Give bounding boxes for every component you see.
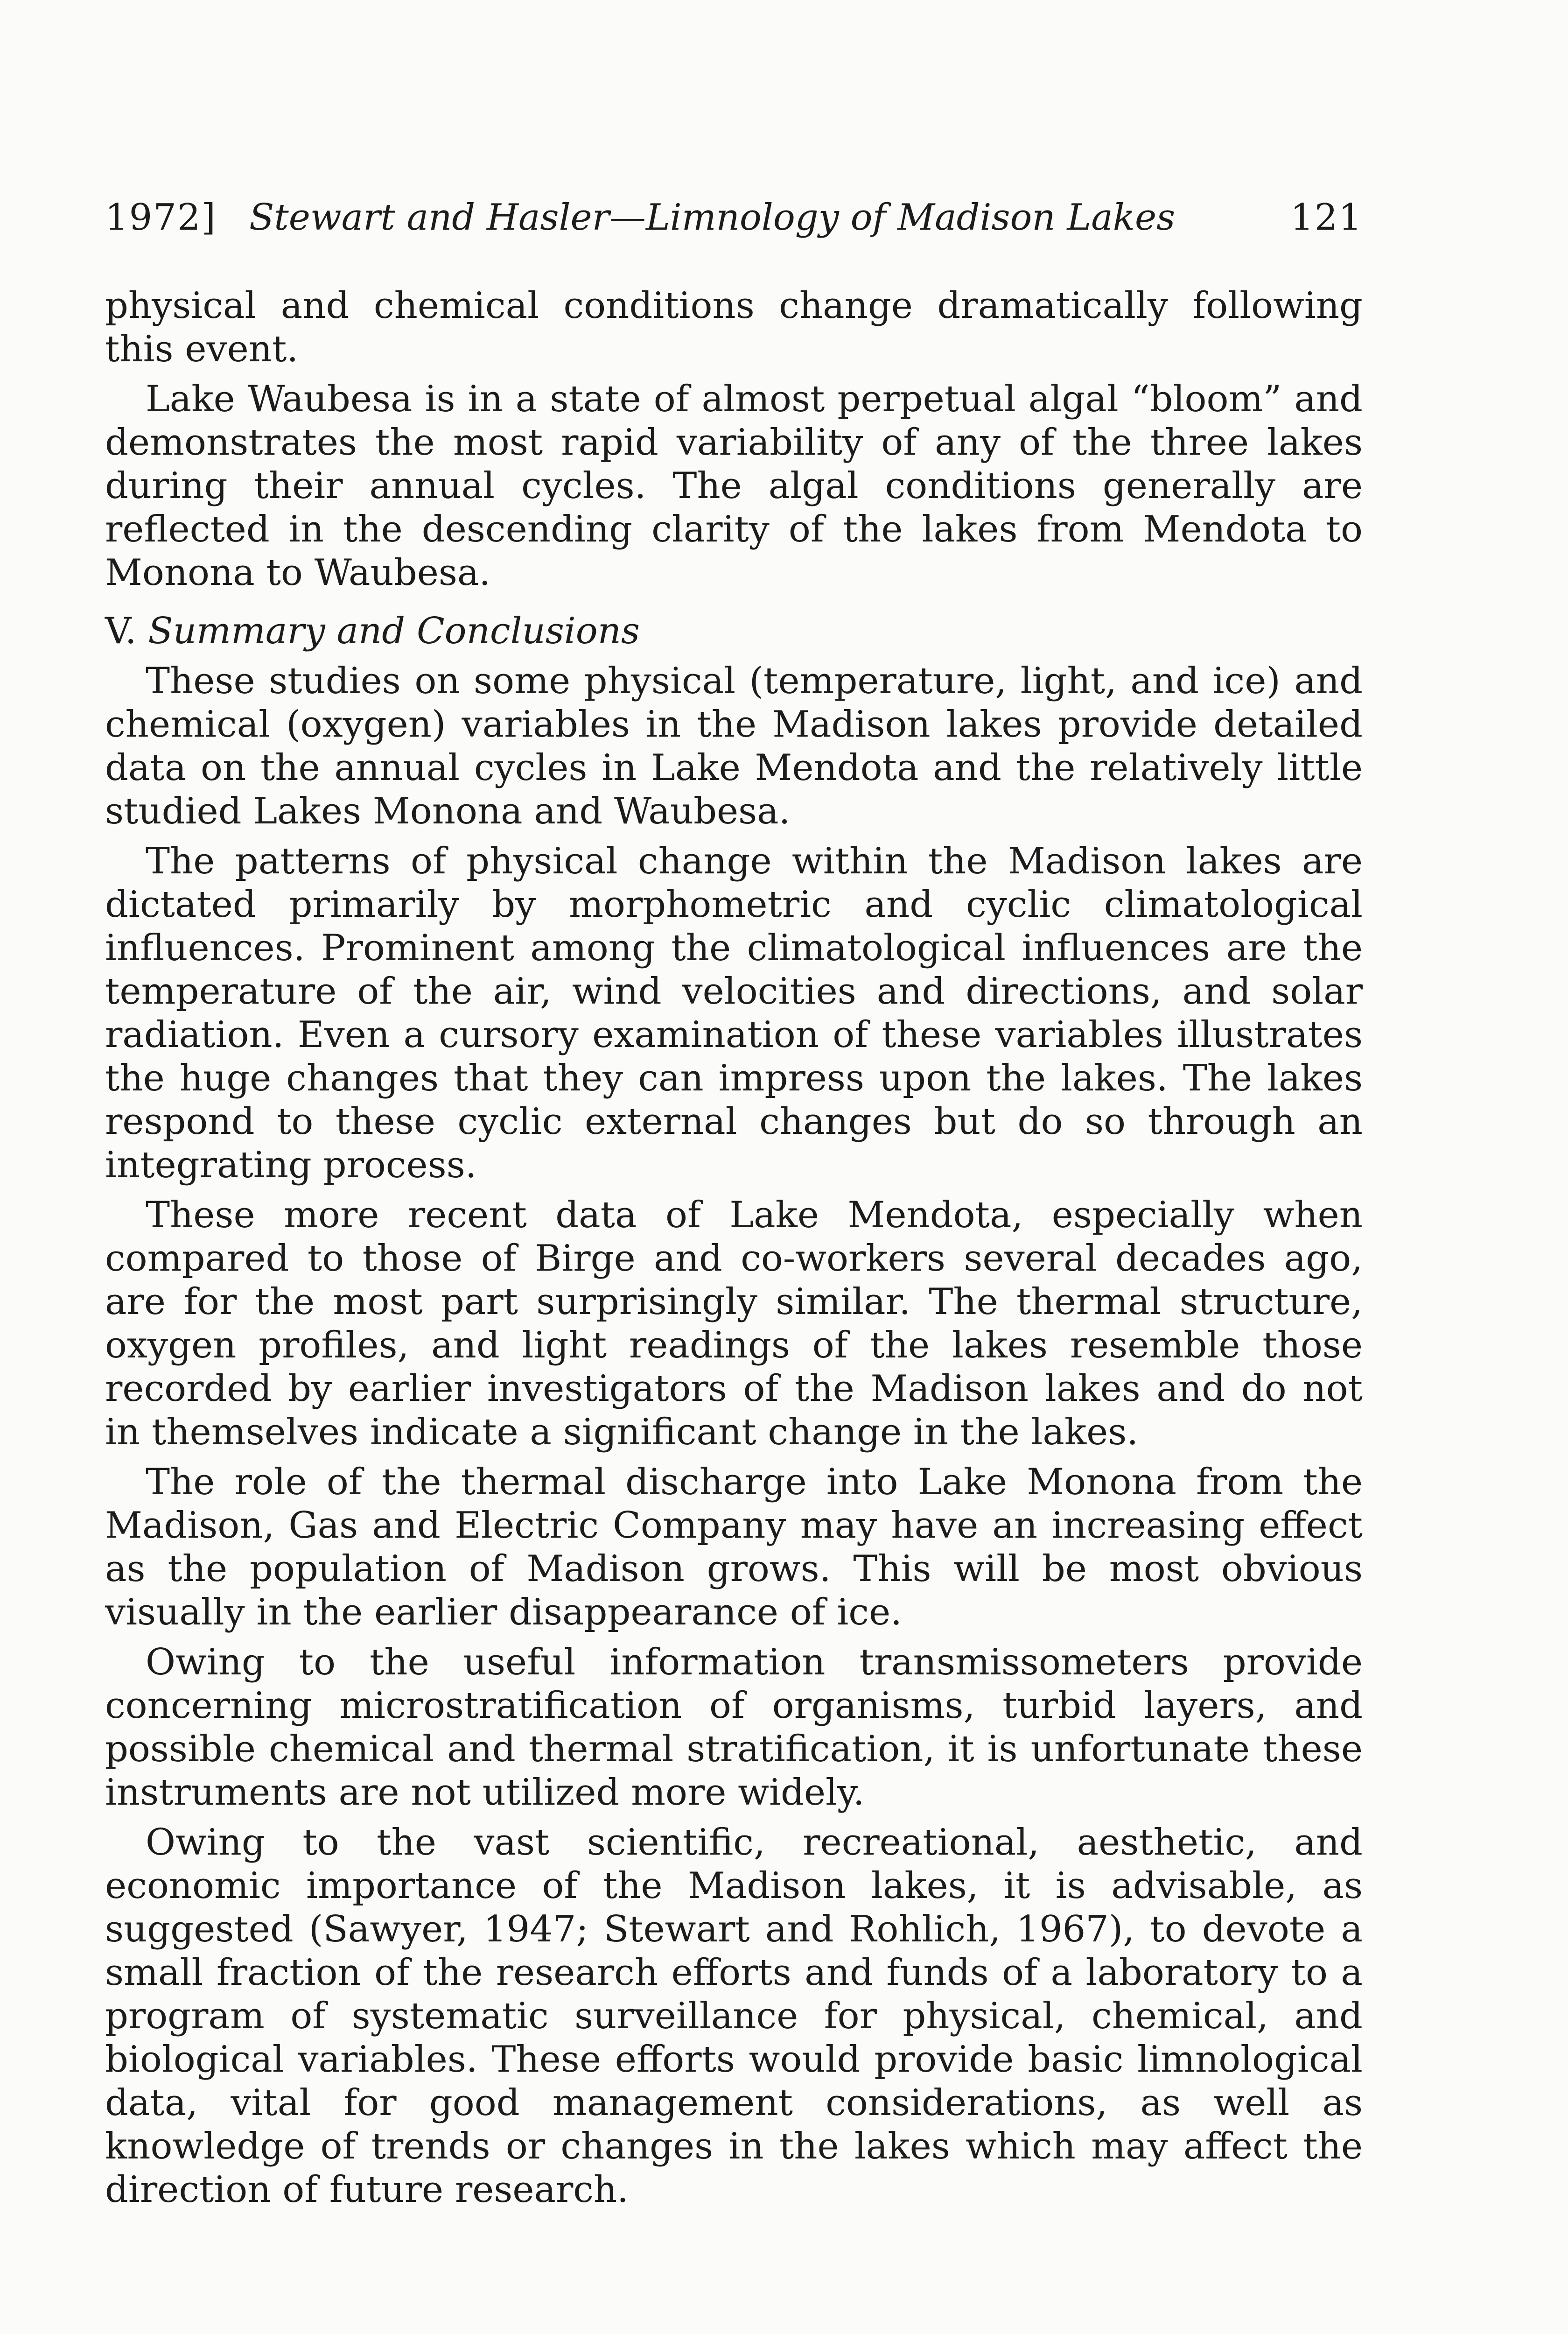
page	[105, 196, 1363, 2218]
paragraph: The role of the thermal discharge into Lake Monona from the Madison, Gas and Electric Company may have an increasing effect as the population of Madison grows. This will be most obvious visually in the earlier disappearance of ice.	[105, 1461, 1363, 1633]
body-text	[105, 284, 1363, 2212]
paragraph: These more recent data of Lake Mendota, especially when compared to those of Birge and co-workers several decades ago, are for the most part surprisingly similar. The thermal structure, oxygen profiles, and light readings of the lakes resemble those recorded by earlier investigators of the Madison lakes and do not in themselves indicate a significant change in the lakes.	[105, 1194, 1363, 1453]
page-number: 121	[1290, 197, 1363, 239]
paragraph: The patterns of physical change within the Madison lakes are dictated primarily by morphometric and cyclic climatological influences. Prominent among the climatological influences are the temperature of the air, wind velocities and directions, and solar radiation. Even a cursory examination of these variables illustrates the huge changes that they can impress upon the lakes. The lakes respond to these cyclic external changes but do so through an integrating process.	[105, 840, 1363, 1186]
running-head	[105, 196, 1363, 240]
paragraph: physical and chemical conditions change dramatically following this event.	[105, 284, 1363, 370]
paragraph: Owing to the useful information transmissometers provide concerning microstratification of organisms, turbid layers, and possible chemical and thermal stratification, it is unfortunate these instruments are not utilized more widely.	[105, 1641, 1363, 1814]
section-heading	[105, 610, 1363, 653]
paragraph: Owing to the vast scientific, recreational, aesthetic, and economic importance of the Madison lakes, it is advisable, as suggested (Sawyer, 1947; Stewart and Rohlich, 1967), to devote a small fraction of the research efforts and funds of a laboratory to a program of systematic surveillance for physical, chemical, and biological variables. These efforts would provide basic limnological data, vital for good management considerations, as well as knowledge of trends or changes in the lakes which may affect the direction of future research.	[105, 1821, 1363, 2211]
journal-year: 1972]	[105, 197, 217, 239]
paragraph: Lake Waubesa is in a state of almost perpetual algal “bloom” and demonstrates the most rapid variability of any of the three lakes during their annual cycles. The algal conditions generally are reflected in the descending clarity of the lakes from Mendota to Monona to Waubesa.	[105, 378, 1363, 594]
paragraph: These studies on some physical (temperature, light, and ice) and chemical (oxygen) variables in the Madison lakes provide detailed data on the annual cycles in Lake Mendota and the relatively little studied Lakes Monona and Waubesa.	[105, 660, 1363, 832]
running-title: Stewart and Hasler—Limnology of Madison Lakes	[249, 197, 1176, 239]
section-number: V.	[105, 610, 137, 652]
section-title: Summary and Conclusions	[148, 610, 640, 652]
